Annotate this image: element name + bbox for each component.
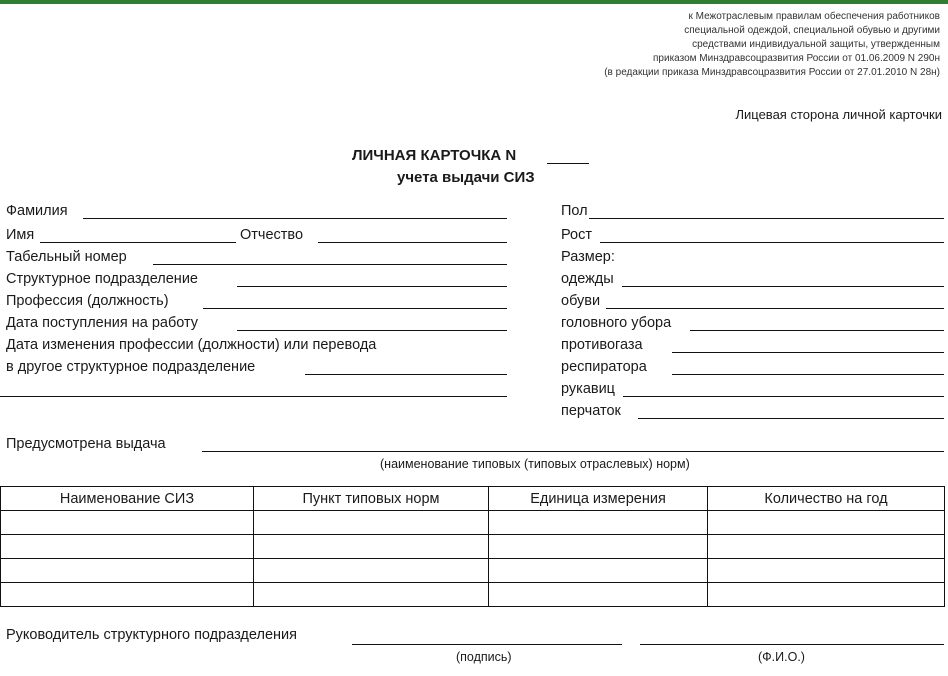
surname-label: Фамилия [6, 203, 68, 219]
hire-date-field[interactable] [236, 330, 507, 331]
headwear-size-field[interactable] [689, 330, 944, 331]
top-border [0, 0, 948, 4]
header-unit: Единица измерения [489, 487, 708, 511]
table-cell[interactable] [254, 535, 489, 559]
header-siz-name: Наименование СИЗ [1, 487, 254, 511]
change-date-label-1: Дата изменения профессии (должности) или перевода [6, 337, 377, 353]
table-row [1, 511, 945, 535]
signature-label: Руководитель структурного подразделения [6, 627, 353, 643]
header-quantity: Количество на год [708, 487, 945, 511]
table-cell[interactable] [489, 559, 708, 583]
siz-table [0, 486, 945, 607]
table-cell[interactable] [1, 583, 254, 607]
surname-field[interactable] [83, 218, 507, 219]
reference-line-4: приказом Минздравсоцразвития России от 01.06.2009 N 290н [653, 53, 940, 64]
card-title: ЛИЧНАЯ КАРТОЧКА N [352, 147, 517, 164]
table-cell[interactable] [708, 583, 945, 607]
patronymic-label: Отчество [240, 227, 304, 243]
respirator-label: респиратора [561, 359, 647, 375]
clothes-size-field[interactable] [622, 286, 944, 287]
tab-number-label: Табельный номер [6, 249, 153, 265]
change-date-field-extra[interactable] [0, 396, 507, 397]
table-cell[interactable] [489, 535, 708, 559]
table-header-row [1, 487, 945, 511]
department-field[interactable] [236, 286, 507, 287]
hire-date-label: Дата поступления на работу [6, 315, 237, 331]
reference-line-3: средствами индивидуальной защиты, утвержденным [692, 39, 940, 50]
shoes-size-field[interactable] [606, 308, 944, 309]
gas-mask-label: противогаза [561, 337, 643, 353]
mittens-label: рукавиц [561, 381, 623, 397]
change-date-field[interactable] [304, 374, 507, 375]
height-field[interactable] [600, 242, 944, 243]
table-cell[interactable] [489, 511, 708, 535]
gender-label: Пол [561, 203, 588, 219]
gloves-label: перчаток [561, 403, 621, 419]
signature-caption: (подпись) [456, 650, 512, 664]
table-row [1, 535, 945, 559]
signature-field[interactable] [352, 644, 622, 645]
table-cell[interactable] [708, 511, 945, 535]
provided-label: Предусмотрена выдача [6, 436, 166, 452]
reference-line-2: специальной одеждой, специальной обувью и другими [684, 25, 940, 36]
mittens-size-field[interactable] [622, 396, 944, 397]
headwear-label: головного убора [561, 315, 690, 331]
provided-field[interactable] [202, 451, 944, 452]
reference-line-5: (в редакции приказа Минздравсоцразвития России от 27.01.2010 N 28н) [604, 67, 940, 78]
name-field[interactable] [40, 242, 236, 243]
table-cell[interactable] [254, 559, 489, 583]
gas-mask-size-field[interactable] [672, 352, 944, 353]
table-row [1, 559, 945, 583]
reference-line-1: к Межотраслевым правилам обеспечения работников [688, 11, 940, 22]
size-label: Размер: [561, 249, 615, 265]
clothes-label: одежды [561, 271, 614, 287]
change-date-label-2: в другое структурное подразделение [6, 359, 305, 375]
name-caption: (Ф.И.О.) [758, 650, 805, 664]
profession-field[interactable] [202, 308, 507, 309]
table-row [1, 583, 945, 607]
height-label: Рост [561, 227, 592, 243]
patronymic-field[interactable] [318, 242, 507, 243]
table-cell[interactable] [1, 559, 254, 583]
gender-field[interactable] [588, 218, 944, 219]
table-cell[interactable] [708, 559, 945, 583]
card-subtitle: учета выдачи СИЗ [397, 169, 535, 186]
card-number-field[interactable] [547, 163, 589, 164]
profession-label: Профессия (должность) [6, 293, 203, 309]
side-note: Лицевая сторона личной карточки [735, 107, 942, 122]
gloves-size-field[interactable] [638, 418, 944, 419]
provided-caption: (наименование типовых (типовых отраслевых) норм) [380, 457, 690, 471]
header-norm-item: Пункт типовых норм [254, 487, 489, 511]
department-label: Структурное подразделение [6, 271, 237, 287]
table-cell[interactable] [1, 535, 254, 559]
table-cell[interactable] [1, 511, 254, 535]
name-label: Имя [6, 227, 35, 243]
shoes-label: обуви [561, 293, 601, 309]
tab-number-field[interactable] [152, 264, 507, 265]
respirator-size-field[interactable] [672, 374, 944, 375]
table-cell[interactable] [254, 583, 489, 607]
table-cell[interactable] [708, 535, 945, 559]
table-cell[interactable] [254, 511, 489, 535]
signature-name-field[interactable] [640, 644, 944, 645]
table-cell[interactable] [489, 583, 708, 607]
